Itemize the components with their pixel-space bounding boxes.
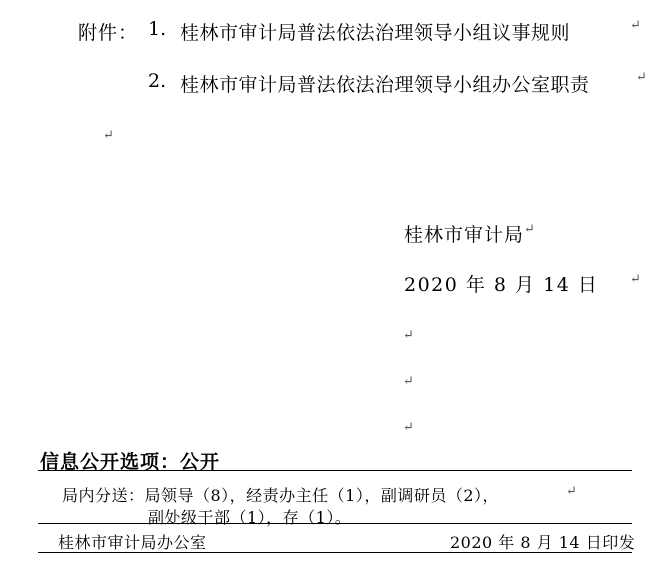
paragraph-mark-icon: ↵: [630, 18, 641, 33]
issue-date: 2020 年 8 月 14 日: [404, 274, 599, 296]
issuing-office: 桂林市审计局办公室: [58, 533, 207, 552]
print-date: 2020 年 8 月 14 日印发: [450, 533, 636, 552]
footer-divider-top: [38, 470, 632, 471]
distribution-line-2: 副处级干部（1），存（1）。: [148, 508, 352, 527]
distribution-line-1: 局内分送：局领导（8），经责办主任（1），副调研员（2），: [62, 486, 500, 505]
paragraph-mark-icon: ↵: [630, 272, 641, 287]
paragraph-mark-icon: ↵: [566, 484, 577, 499]
paragraph-mark-icon: ↵: [524, 222, 535, 237]
paragraph-mark-icon: ↵: [403, 328, 414, 343]
paragraph-mark-icon: ↵: [403, 420, 414, 435]
attachment-2-number: 2.: [148, 70, 167, 92]
attachment-1-title: 桂林市审计局普法依法治理领导小组议事规则: [180, 22, 571, 44]
paragraph-mark-icon: ↵: [403, 374, 414, 389]
disclosure-option: 信息公开选项：公开: [40, 451, 221, 473]
footer-divider-middle: [38, 523, 632, 524]
attachment-label: 附件：: [78, 22, 139, 44]
attachment-1-number: 1.: [148, 18, 167, 40]
footer-divider-bottom: [38, 552, 632, 553]
issuer-name: 桂林市审计局: [404, 224, 525, 246]
attachment-2-title: 桂林市审计局普法依法治理领导小组办公室职责: [180, 74, 590, 96]
paragraph-mark-icon: ↵: [636, 70, 647, 85]
paragraph-mark-icon: ↵: [103, 128, 114, 143]
